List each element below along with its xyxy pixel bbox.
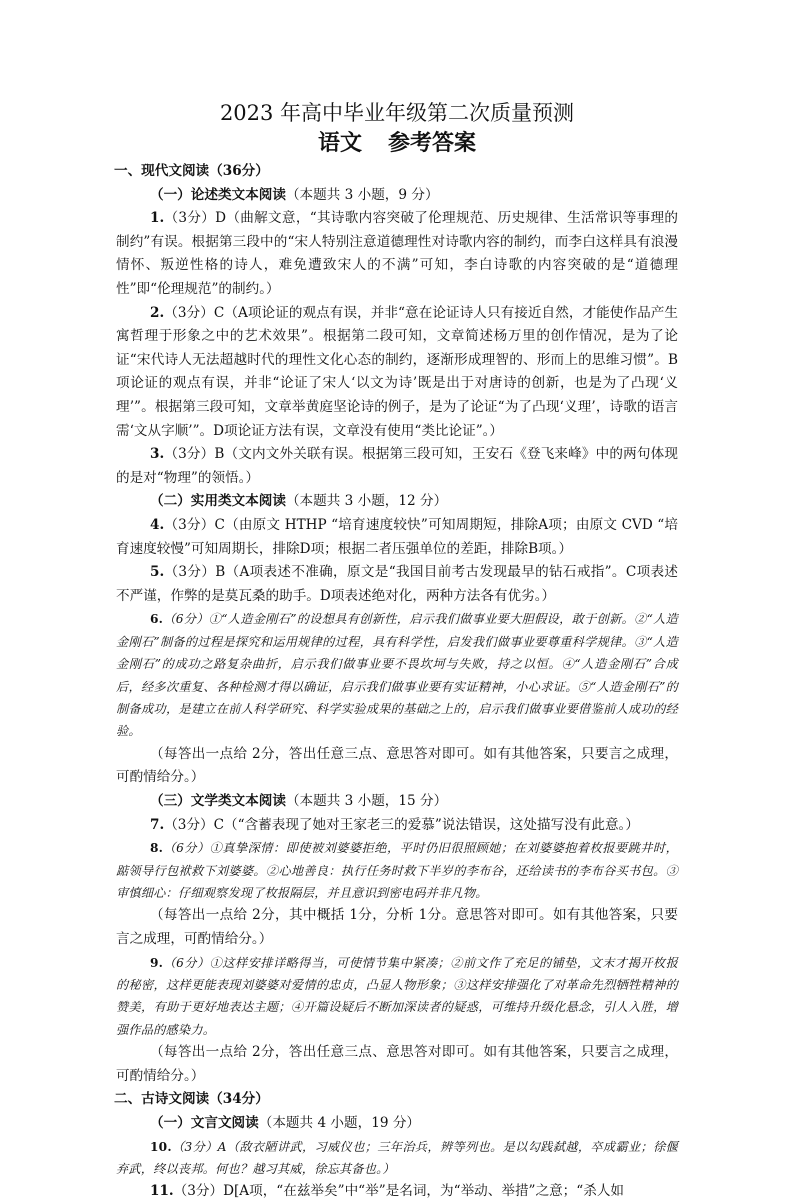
- answer-q4: 4.（3分）C（由原文 HTHP “培育速度较快”可知周期短，排除A项；由原文 CVD “培育速度较慢”可知周期长，排除D项；根据二者压强单位的差距，排除B项。）: [116, 516, 678, 557]
- document-subtitle: [116, 128, 678, 158]
- answer-q10: 10.（3分）A（敌衣陋讲武，习威仪也；三年治兵，辨等列也。是以勾践弑越，卒成霸业；徐偃弃武，终以丧邦。何也？越习其威，徐忘其备也。）: [116, 1139, 678, 1176]
- subsection-heading-literary: （三）文学类文本阅读（本题共 3 小题，15 分）: [150, 792, 448, 809]
- answer-q5: 5.（3分）B（A项表述不准确，原文是“我国目前考古发现最早的钻石戒指”。C项表述不严谨，作弊的是莫瓦桑的助手。D项表述绝对化，两种方法各有优劣。）: [116, 564, 678, 604]
- section-heading-modern-reading: 一、现代文阅读（36分）: [114, 163, 269, 179]
- answer-q2: 2.（3分）C（A项论证的观点有误，并非“意在论证诗人只有接近自然，才能使作品产生寓哲理于形象之中的艺术效果”。根据第二段可知，文章简述杨万里的创作情况，是为了论证“宋代诗人无法超越时代的理性文化心态的制约，逐渐形成理智的、形而上的思维习惯”。B项论证的观点有误，并非“论证了宋人‘以文为诗’既是出于对唐诗的创新，也是为了凸现‘义理’”。根据第三段可知，文章举黄庭坚论诗的例子，是为了论证“为了凸现‘义理’，诗歌的语言需‘文从字顺’”。D项论证方法有误，文章没有使用“类比论证”。）: [116, 304, 678, 439]
- scoring-q6: （每答出一点给 2分，答出任意三点、意思答对即可。如有其他答案，只要言之成理，可酌情给分。）: [116, 745, 678, 786]
- document-title: 2023 年高中毕业年级第二次质量预测: [219, 101, 575, 125]
- section-heading-classical-reading: 二、古诗文阅读（34分）: [114, 1091, 269, 1108]
- answer-q11: 11.（3分）D[A项，“在兹举矣”中“举”是名词，为“举动、举措”之意；“杀人如: [150, 1183, 625, 1200]
- answer-q7: 7.（3分）C（“含蓄表现了她对王家老三的爱慕”说法错误，这处描写没有此意。）: [150, 816, 639, 833]
- answer-q3: 3.（3分）B（文内文外关联有误。根据第三段可知，王安石《登飞来峰》中的两句体现的是对“物理”的领悟。）: [116, 446, 678, 486]
- subsection-heading-classical-prose: （一）文言文阅读（本题共 4 小题，19 分）: [150, 1114, 421, 1131]
- subject-label: 语文: [317, 130, 362, 156]
- subsection-heading-practical: （二）实用类文本阅读（本题共 3 小题，12 分）: [150, 493, 448, 510]
- answer-q6: 6.（6分）①“人造金刚石”的设想具有创新性，启示我们做事业要大胆假设，敢于创新。②“人造金刚石”制备的过程是探究和运用规律的过程，具有科学性，启发我们做事业要尊重科学规律。③“人造金刚石”的成功之路复杂曲折，启示我们做事业要不畏坎坷与失败，持之以恒。④“人造金刚石”合成后，经多次重复、各种检测才得以确证，启示我们做事业要有实证精神，小心求证。⑤“人造金刚石”的制备成功，是建立在前人科学研究、科学实验成果的基础之上的，启示我们做事业要借鉴前人成功的经验。: [116, 612, 678, 739]
- answer-q9: 9.（6分）①这样安排详略得当，可使情节集中紧凑；②前文作了充足的铺垫，文末才揭开枚报的秘密，这样更能表现刘婆婆对爱情的忠贞，凸显人物形象；③这样安排强化了对革命先烈牺牲精神的赞美，有助于更好地表达主题；④开篇设疑后不断加深读者的疑惑，可维持升级化悬念，引人入胜，增强作品的感染力。: [116, 955, 678, 1037]
- subsection-heading-argument: （一）论述类文本阅读（本题共 3 小题，9 分）: [150, 186, 439, 203]
- answer-q1: 1.（3分）D（曲解文意，“其诗歌内容突破了伦理规范、历史规律、生活常识等事理的制约”有误。根据第三段中的“宋人特别注意道德理性对诗歌内容的制约，而李白这样具有浪漫情怀、叛逆性格的诗人，难免遭致宋人的不满”可知，李白诗歌的内容突破的是“道德理性”即“伦理规范”的制约。）: [116, 210, 678, 297]
- answer-label: 参考答案: [388, 130, 477, 156]
- answer-q8: 8.（6分）①真挚深情：即使被刘婆婆拒绝，平时仍旧很照顾她；在刘婆婆抱着枚报要跳井时，踮领导行包袱救下刘婆婆。②心地善良：执行任务时救下半岁的李布谷，还给读书的李布谷买书包。③审慎细心：仔细观察发现了枚报隔层，并且意识到密电码并非凡物。: [116, 841, 678, 900]
- scoring-q8: （每答出一点给 2分，其中概括 1分，分析 1分。意思答对即可。如有其他答案，只要言之成理，可酌情给分。）: [116, 907, 678, 947]
- scoring-q9: （每答出一点给 2分，答出任意三点、意思答对即可。如有其他答案，只要言之成理，可酌情给分。）: [116, 1044, 678, 1084]
